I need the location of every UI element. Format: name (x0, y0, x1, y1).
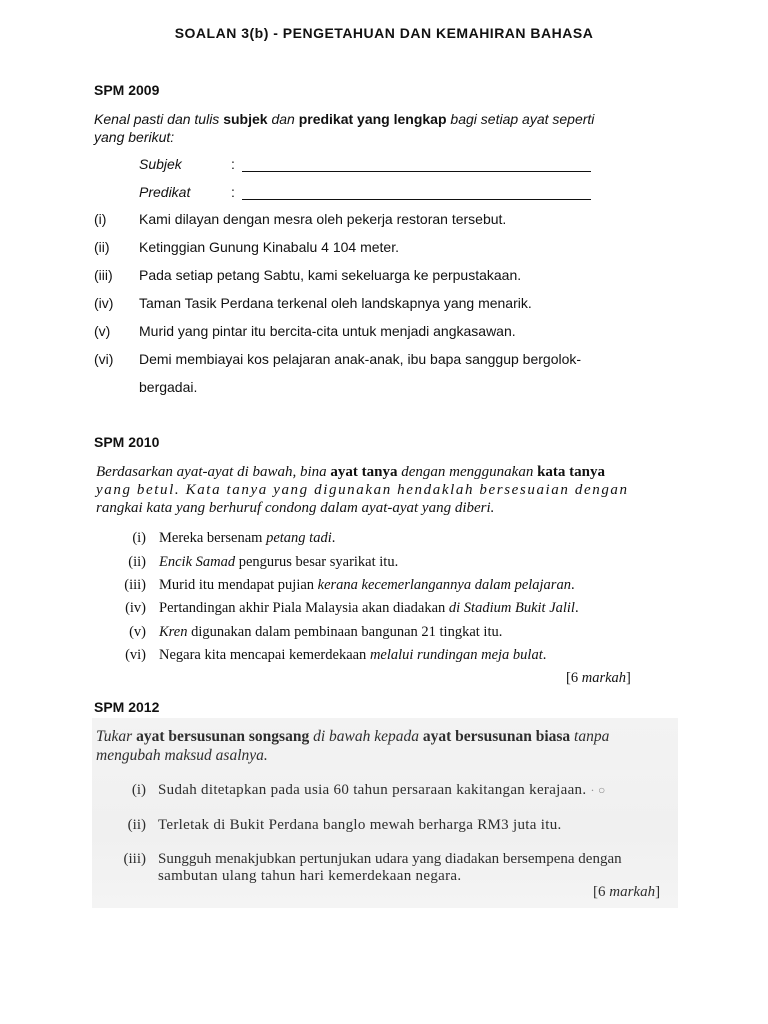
item-number: (i) (131, 782, 146, 798)
item-number: (v) (94, 323, 111, 339)
section-heading-spm-2010: SPM 2010 (94, 434, 160, 450)
page-title: SOALAN 3(b) - PENGETAHUAN DAN KEMAHIRAN BAHASA (174, 25, 594, 41)
question-item: Murid yang pintar itu bercita-cita untuk menjadi angkasawan. (139, 323, 516, 339)
item-number: (ii) (94, 239, 110, 255)
subjek-label: Subjek (139, 156, 182, 172)
item-number: (iii) (124, 577, 146, 593)
question-item: Sudah ditetapkan pada usia 60 tahun persaraan kakitangan kerajaan. · ○ (158, 782, 606, 798)
instruction-2010: Berdasarkan ayat-ayat di bawah, bina ayat tanya dengan menggunakan kata tanya yang betul. Kata tanya yang digunakan hendaklah bersesuaian dengan rangkai kata yang berhuruf condong dalam ayat-ayat yang diberi. (96, 464, 629, 516)
question-item: Taman Tasik Perdana terkenal oleh landskapnya yang menarik. (139, 295, 532, 311)
item-number: (i) (132, 530, 146, 546)
item-number: (iii) (123, 851, 146, 867)
item-number: (vi) (94, 351, 114, 367)
instruction-2009: Kenal pasti dan tulis subjek dan predikat yang lengkap bagi setiap ayat seperti yang berikut: (94, 111, 595, 145)
item-number: (v) (129, 624, 146, 640)
predikat-colon: : (231, 184, 235, 200)
item-number: (iv) (125, 600, 146, 616)
question-item: Kren digunakan dalam pembinaan bangunan 21 tingkat itu. (159, 624, 503, 640)
question-item: Terletak di Bukit Perdana banglo mewah berharga RM3 juta itu. (158, 817, 562, 833)
subjek-answer-line (242, 171, 591, 172)
question-item: Kami dilayan dengan mesra oleh pekerja restoran tersebut. (139, 211, 507, 227)
item-number: (ii) (128, 554, 146, 570)
marks-label-2010: [6 markah] (566, 670, 631, 686)
question-item: Encik Samad pengurus besar syarikat itu. (159, 554, 399, 570)
item-number: (iii) (94, 267, 113, 283)
question-item-continued: sambutan ulang tahun hari kemerdekaan negara. (158, 868, 462, 884)
question-item-continued: bergadai. (139, 379, 198, 395)
question-item: Ketinggian Gunung Kinabalu 4 104 meter. (139, 239, 399, 255)
predikat-label: Predikat (139, 184, 191, 200)
question-item: Murid itu mendapat pujian kerana kecemerlangannya dalam pelajaran. (159, 577, 575, 593)
question-item: Pada setiap petang Sabtu, kami sekeluarga ke perpustakaan. (139, 267, 522, 283)
scan-mark: · ○ (590, 783, 606, 797)
question-item: Pertandingan akhir Piala Malaysia akan diadakan di Stadium Bukit Jalil. (159, 600, 579, 616)
question-item: Negara kita mencapai kemerdekaan melalui rundingan meja bulat. (159, 647, 547, 663)
marks-label-2012: [6 markah] (593, 884, 661, 900)
item-number: (ii) (127, 817, 146, 833)
section-heading-spm-2009: SPM 2009 (94, 82, 160, 98)
question-item: Sungguh menakjubkan pertunjukan udara yang diadakan bersempena dengan (158, 851, 622, 867)
question-item: Demi membiayai kos pelajaran anak-anak, ibu bapa sanggup bergolok- (139, 351, 582, 367)
item-number: (vi) (125, 647, 146, 663)
instruction-2012: Tukar ayat bersusunan songsang di bawah kepada ayat bersusunan biasa tanpa mengubah maksud asalnya. (96, 728, 610, 764)
question-item: Mereka bersenam petang tadi. (159, 530, 336, 546)
section-heading-spm-2012: SPM 2012 (94, 699, 160, 715)
item-number: (iv) (94, 295, 114, 311)
subjek-colon: : (231, 156, 235, 172)
item-number: (i) (94, 211, 107, 227)
predikat-answer-line (242, 199, 591, 200)
